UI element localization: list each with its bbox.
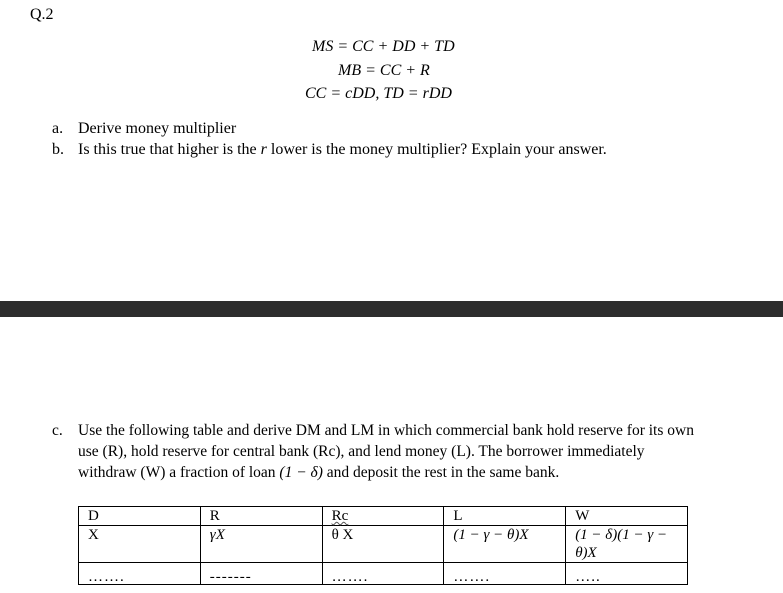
bank-balance-table (78, 506, 688, 585)
equation-currency-deposits: CC = cDD, TD = rDD (305, 85, 452, 102)
table-header-rc: Rc (331, 508, 349, 524)
item-b (52, 141, 607, 159)
table-row (79, 526, 688, 563)
item-b-label: b. (52, 141, 64, 158)
item-c-text-2: and deposit the rest in the same bank. (326, 464, 560, 481)
table-cell: X (79, 526, 201, 563)
item-a (52, 120, 236, 138)
table-row-continuation (79, 563, 688, 585)
table-cell: θ X (322, 526, 444, 563)
table-cell: γX (200, 526, 322, 563)
question-number: Q.2 (30, 6, 54, 23)
table-dots-cell: ------- (200, 563, 322, 585)
table-header-cell: W (566, 507, 688, 526)
table-cell: (1 − δ)(1 − γ − θ)X (566, 526, 688, 563)
item-c-fraction: (1 − δ) (279, 464, 323, 481)
item-a-label: a. (52, 120, 64, 137)
item-a-text: Derive money multiplier (78, 120, 237, 137)
table-dots-cell: ……. (79, 563, 201, 585)
item-b-text-post: lower is the money multiplier? Explain your answer. (270, 141, 607, 158)
item-b-variable: r (260, 141, 267, 158)
item-c-text-1: Use the following table and derive DM and LM in which commercial bank hold reserve for its own use (R), hold reserve for central bank (Rc), and lend money (L). The borrower immediately withdraw (W) a fraction of loan (78, 422, 694, 481)
table-header-cell: L (444, 507, 566, 526)
item-c-label: c. (52, 422, 63, 439)
table-header-cell (322, 507, 444, 526)
equation-money-supply: MS = CC + DD + TD (312, 38, 455, 55)
table-cell: (1 − γ − θ)X (444, 526, 566, 563)
page-divider-band (0, 301, 783, 317)
item-b-text-pre: Is this true that higher is the (78, 141, 257, 158)
item-c (52, 420, 702, 483)
table-dots-cell: ….. (566, 563, 688, 585)
table-header-cell: D (79, 507, 201, 526)
equation-monetary-base: MB = CC + R (338, 62, 430, 79)
table-dots-cell: ……. (444, 563, 566, 585)
table-dots-cell: ……. (322, 563, 444, 585)
table-header-row (79, 507, 688, 526)
table-header-cell: R (200, 507, 322, 526)
item-c-paragraph (78, 420, 702, 483)
